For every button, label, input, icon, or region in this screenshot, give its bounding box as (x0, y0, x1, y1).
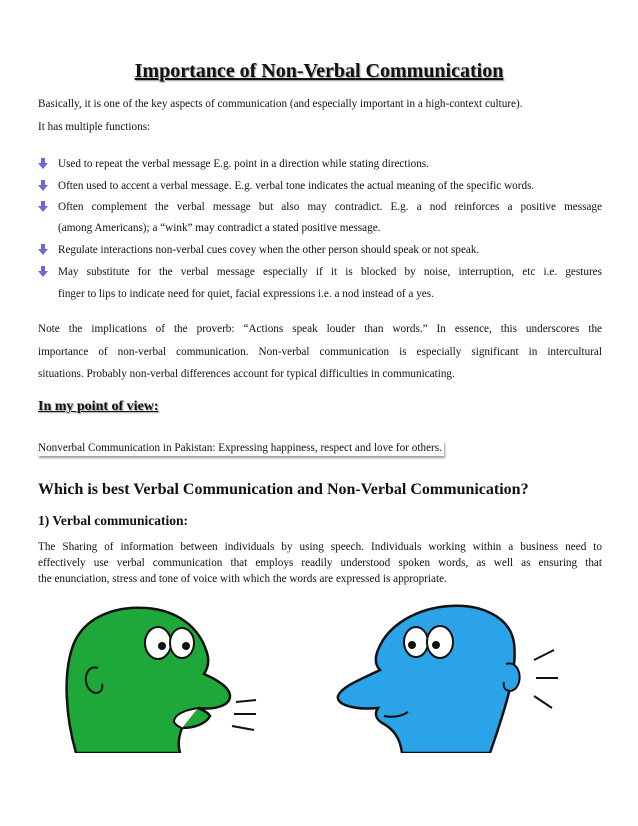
note-line-2: importance of non-verbal communication. Non-verbal communication is especially significant in intercultural (38, 346, 602, 358)
page-title: Importance of Non-Verbal Communication (134, 60, 504, 82)
bullet-text: Often used to accent a verbal message. E.g. verbal tone indicates the actual meaning of the specific words. (58, 180, 535, 192)
communication-illustration (58, 598, 618, 753)
sub-title: Verbal communication (52, 513, 184, 528)
point-of-view-heading: In my point of view: (38, 399, 159, 414)
verbal-para-line-3: the enunciation, stress and tone of voice with which the words are expressed is appropriate. (38, 573, 447, 585)
point-of-view-text: Nonverbal Communication in Pakistan: Expressing happiness, respect and love for others. (38, 442, 442, 454)
verbal-para-line-1: The Sharing of information between individuals by using speech. Individuals working within a business need to (38, 541, 602, 553)
down-arrow-bullet-icon (38, 158, 48, 169)
bullet-continuation: finger to lips to indicate need for quiet, facial expressions i.e. a nod instead of a yes. (58, 288, 434, 300)
comparison-heading: Which is best Verbal Communication and Non-Verbal Communication? (38, 481, 529, 498)
down-arrow-bullet-icon (38, 244, 48, 255)
note-line-1: Note the implications of the proverb: “Actions speak louder than words.” In essence, this underscores the (38, 323, 602, 335)
intro-line-2: It has multiple functions: (38, 121, 151, 133)
bullet-text: May substitute for the verbal message especially if it is blocked by noise, interruption, etc i.e. gestures (58, 266, 602, 278)
sub-colon: : (183, 513, 189, 528)
down-arrow-bullet-icon (38, 180, 48, 191)
intro-line-1: Basically, it is one of the key aspects of communication (and especially important in a high-context culture). (38, 98, 523, 110)
bullet-continuation: (among Americans); a “wink” may contradict a stated positive message. (58, 222, 381, 234)
bullet-text: Used to repeat the verbal message E.g. point in a direction while stating directions. (58, 158, 429, 170)
bullet-text: Often complement the verbal message but also may contradict. E.g. a nod reinforces a positive message (58, 201, 602, 213)
note-line-3: situations. Probably non-verbal differences account for typical difficulties in communicating. (38, 368, 455, 380)
down-arrow-bullet-icon (38, 201, 48, 212)
listener-head-image (338, 606, 558, 753)
verbal-subheading (38, 513, 188, 529)
verbal-para-line-2: effectively use verbal communication that employs readily understood spoken words, as well as ensuring that (38, 557, 602, 569)
speaker-head-image (67, 608, 256, 753)
down-arrow-bullet-icon (38, 266, 48, 277)
sub-number: 1) (38, 513, 50, 528)
bullet-text: Regulate interactions non-verbal cues covey when the other person should speak or not speak. (58, 244, 480, 256)
